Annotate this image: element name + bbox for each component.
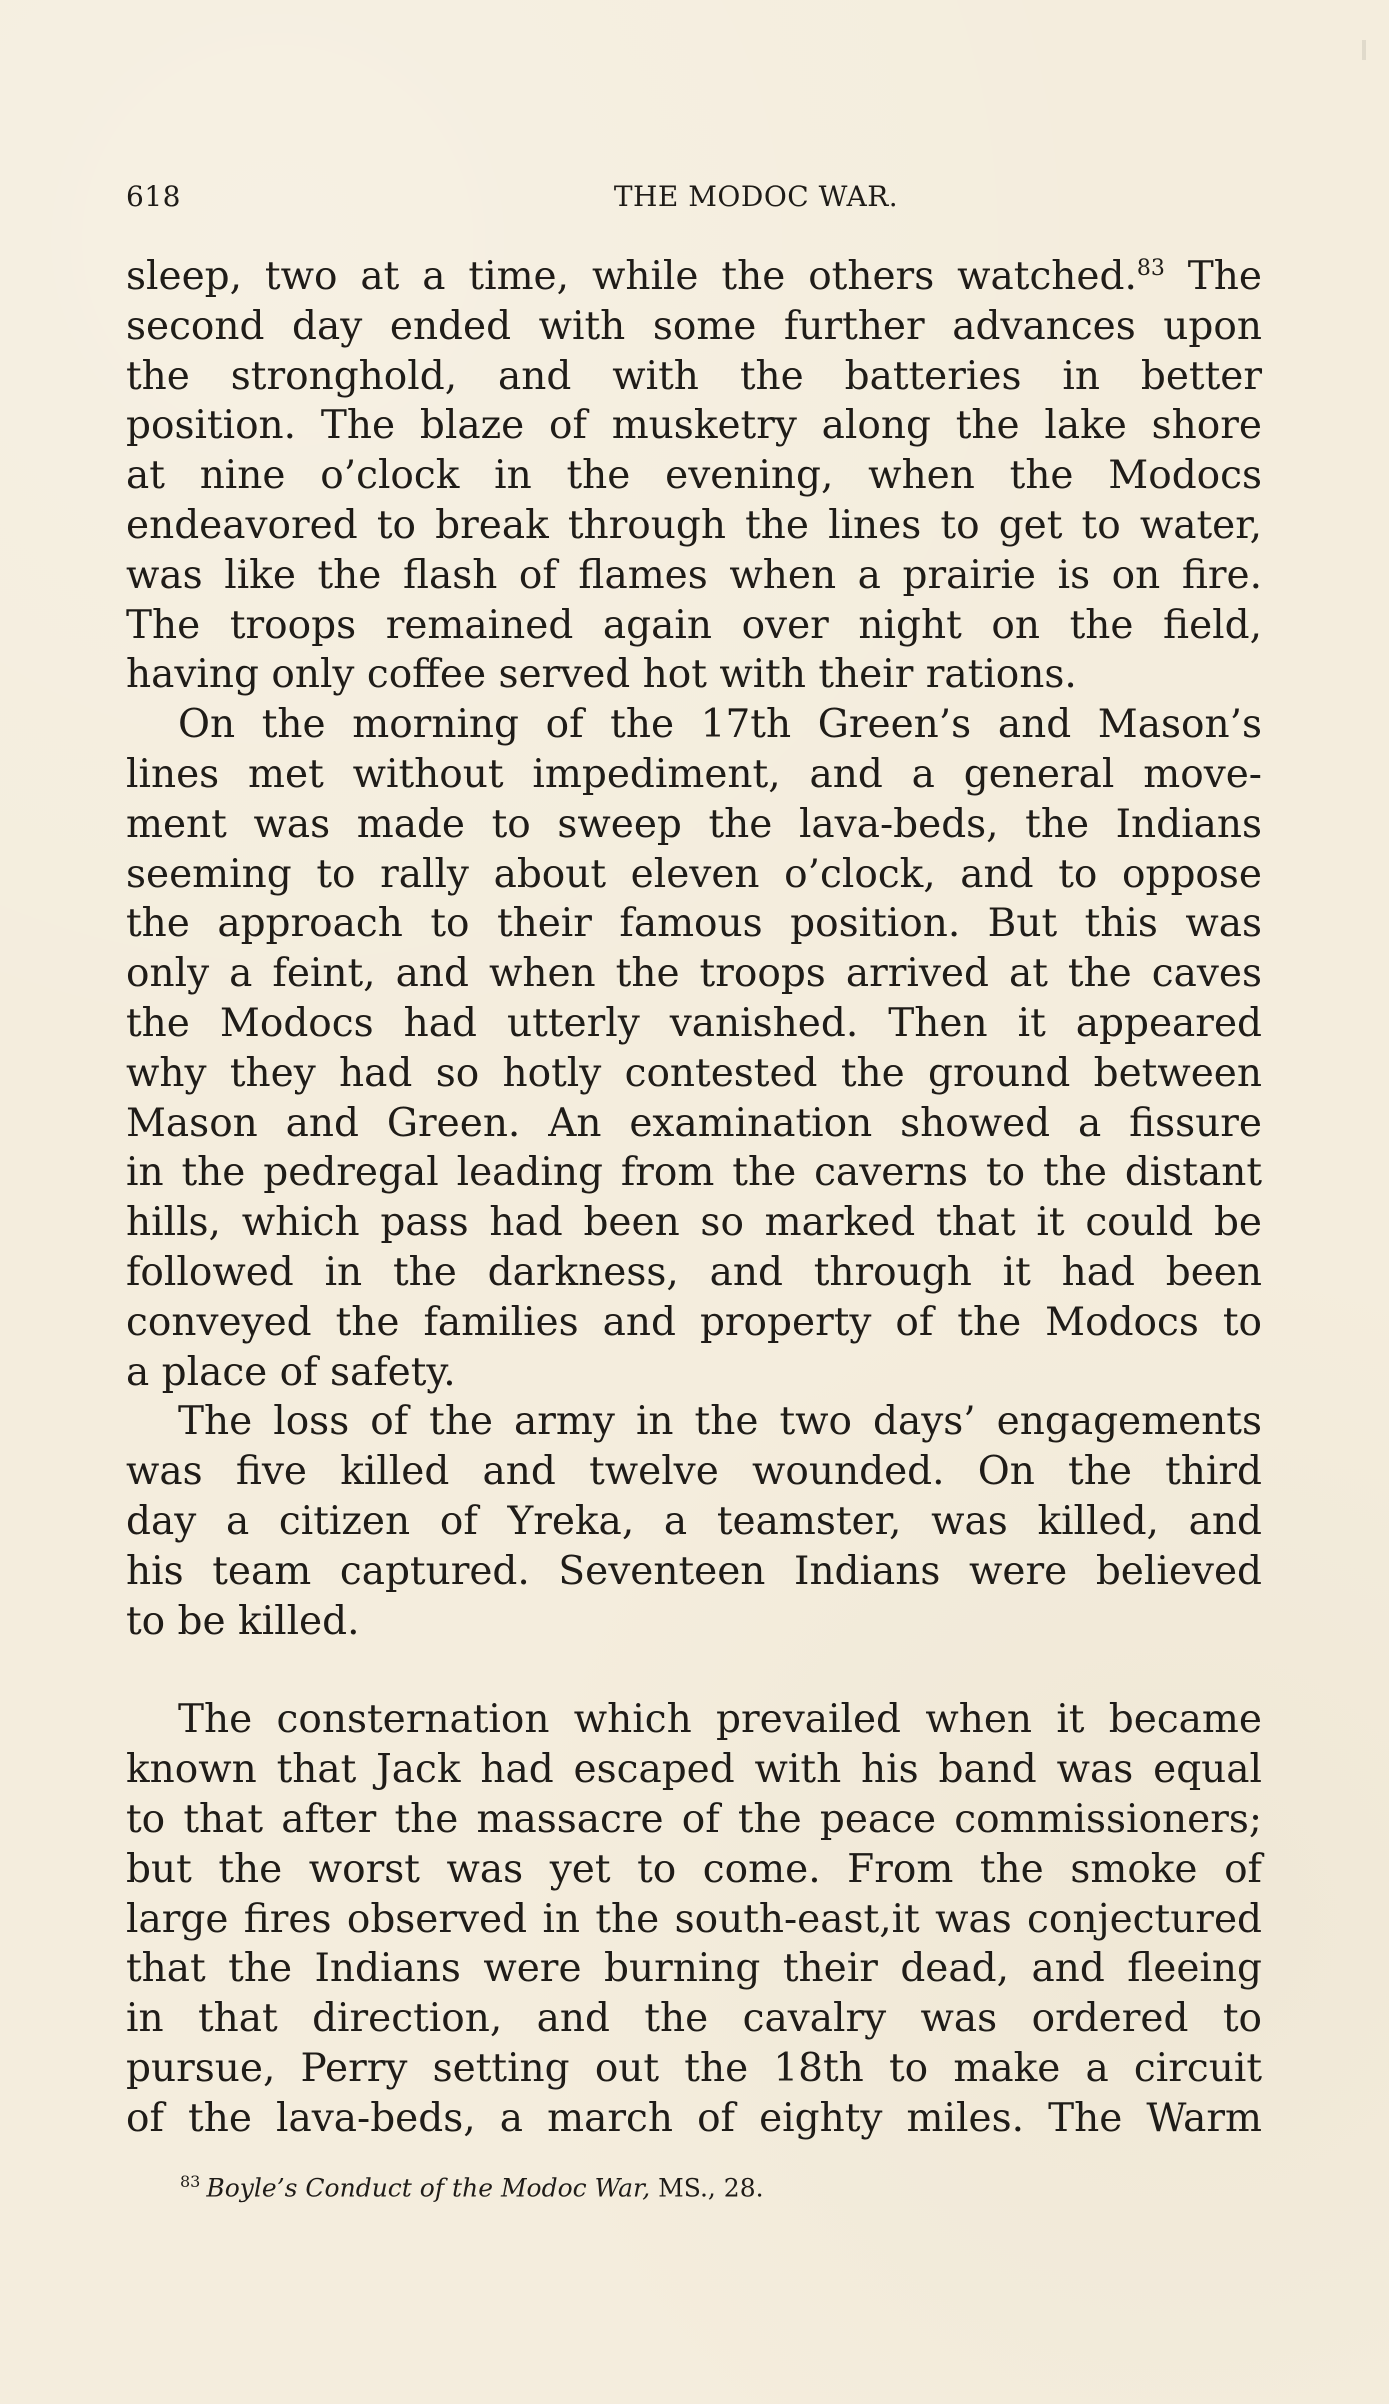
text-line: second day ended with some further advances upon [126,303,1262,349]
page-header [126,180,1262,220]
paper-mark [1362,40,1366,60]
text-line: was like the flash of flames when a prairie is on fire. [126,552,1262,598]
footnote-title: Boyle’s Conduct of the Modoc War, [206,2173,651,2203]
text-line [126,252,1262,302]
text-line: in the pedregal leading from the caverns to the distant [126,1150,1262,1196]
main-text [126,252,1262,2143]
running-head: THE MODOC WAR. [613,180,899,213]
text-line: endeavored to break through the lines to get to water, [126,502,1262,548]
paragraph-start-line: The loss of the army in the two days’ engagements [178,1399,1262,1445]
text-line: ment was made to sweep the lava-beds, the Indians [126,801,1262,847]
text-line: a place of safety. [126,1349,456,1395]
text-line: conveyed the families and property of the Modocs to [126,1299,1262,1345]
text-line: seeming to rally about eleven o’clock, and to oppose [126,851,1262,897]
text-line: the stronghold, and with the batteries in better [126,353,1262,399]
text-line: large fires observed in the south-east,it was conjectured [126,1896,1262,1942]
footnote [180,2172,960,2202]
footnote-reference: 83 [1136,256,1165,281]
text-line: known that Jack had escaped with his band was equal [126,1747,1262,1793]
text-line: The troops remained again over night on the field, [126,602,1262,648]
text-line: that the Indians were burning their dead, and fleeing [126,1946,1262,1992]
text-line: hills, which pass had been so marked that it could be [126,1200,1262,1246]
footnote-source: MS., 28. [650,2173,764,2203]
text-line: to be killed. [126,1598,360,1644]
text-line: in that direction, and the cavalry was ordered to [126,1996,1262,2042]
text-line: pursue, Perry setting out the 18th to make a circuit [126,2045,1262,2091]
text-line: having only coffee served hot with their rations. [126,652,1077,698]
text-segment: The [1164,254,1262,299]
text-line: his team captured. Seventeen Indians were believed [126,1548,1262,1594]
text-line: followed in the darkness, and through it had been [126,1249,1262,1295]
section-gap [126,1646,1262,1695]
text-line: Mason and Green. An examination showed a fissure [126,1100,1262,1146]
page-number: 618 [126,180,181,213]
text-line: day a citizen of Yreka, a teamster, was killed, and [126,1498,1262,1544]
text-line: was five killed and twelve wounded. On the third [126,1449,1262,1495]
text-line: the Modocs had utterly vanished. Then it appeared [126,1000,1262,1046]
paragraph-start-line: On the morning of the 17th Green’s and Mason’s [178,702,1262,748]
text-line: at nine o’clock in the evening, when the Modocs [126,453,1262,499]
text-line: position. The blaze of musketry along the lake shore [126,403,1262,449]
text-line: the approach to their famous position. But this was [126,901,1262,947]
text-segment: sleep, two at a time, while the others watched. [126,254,1137,299]
text-line: why they had so hotly contested the ground between [126,1050,1262,1096]
text-line: but the worst was yet to come. From the smoke of [126,1846,1262,1892]
text-line: to that after the massacre of the peace commissioners; [126,1796,1262,1842]
text-line: only a feint, and when the troops arrived at the caves [126,951,1262,997]
text-line: lines met without impediment, and a general move- [126,751,1262,797]
footnote-marker: 83 [180,2172,201,2191]
paragraph-start-line: The consternation which prevailed when it became [178,1697,1262,1743]
text-line: of the lava-beds, a march of eighty miles. The Warm [126,2095,1262,2141]
